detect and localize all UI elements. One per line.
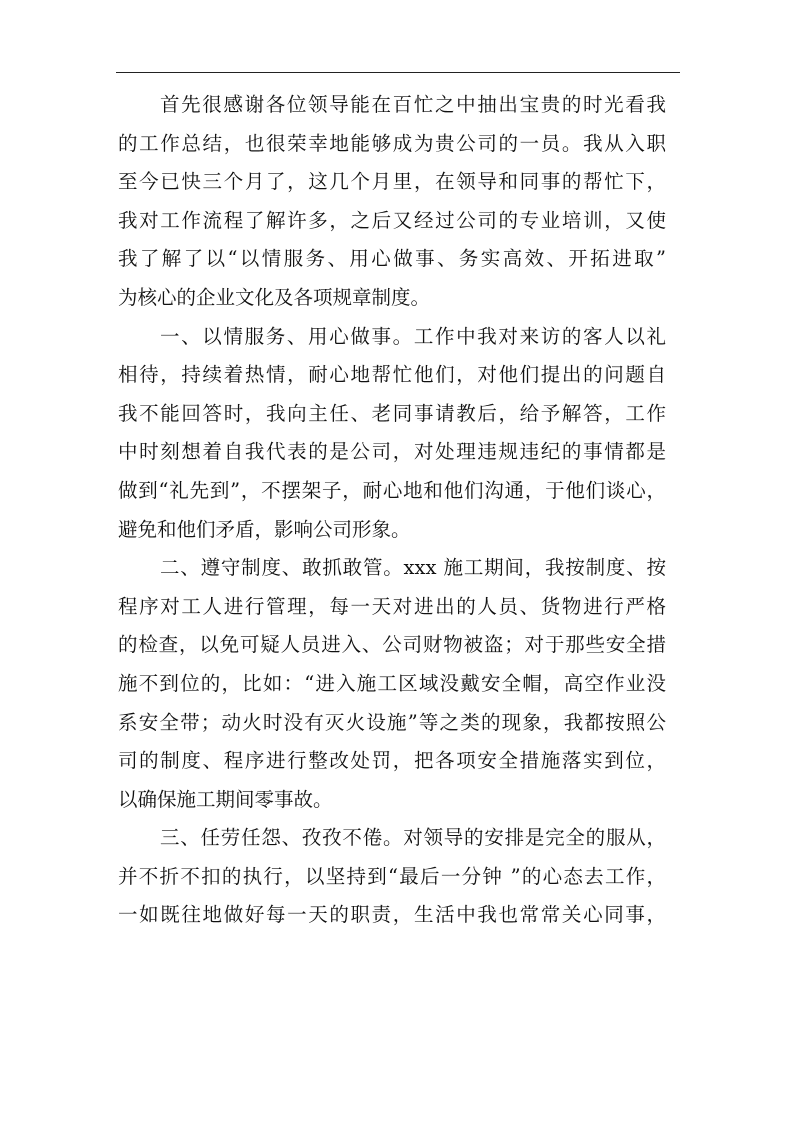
header-rule	[116, 72, 680, 73]
paragraph-3-line-4: 施不到位的，比如：“进入施工区域没戴安全帽，高空作业没	[118, 671, 666, 695]
paragraph-1-line-2: 的工作总结，也很荣幸地能够成为贵公司的一员。我从入职	[118, 131, 666, 155]
paragraph-2-line-4: 中时刻想着自我代表的是公司，对处理违规违纪的事情都是	[118, 440, 666, 464]
paragraph-3-line-5: 系安全带；动火时没有灭火设施”等之类的现象，我都按照公	[118, 710, 666, 734]
paragraph-1-line-4: 我对工作流程了解许多，之后又经过公司的专业培训，又使	[118, 208, 666, 232]
paragraph-2-line-5: 做到“礼先到”，不摆架子，耐心地和他们沟通，于他们谈心，	[118, 478, 666, 502]
paragraph-2-line-3: 我不能回答时，我向主任、老同事请教后，给予解答，工作	[118, 401, 666, 425]
paragraph-1-line-6: 为核心的企业文化及各项规章制度。	[118, 285, 431, 309]
paragraph-1-line-1: 首先很感谢各位领导能在百忙之中抽出宝贵的时光看我	[160, 93, 666, 116]
paragraph-4-line-1: 三、任劳任怨、孜孜不倦。对领导的安排是完全的服从，	[160, 826, 666, 850]
paragraph-2-line-1: 一、以情服务、用心做事。工作中我对来访的客人以礼	[160, 324, 666, 348]
document-body	[118, 86, 666, 935]
paragraph-2-line-2: 相待，持续着热情，耐心地帮忙他们，对他们提出的问题自	[118, 363, 666, 387]
paragraph-4-line-3: 一如既往地做好每一天的职责，生活中我也常常关心同事，	[118, 903, 666, 927]
paragraph-3-line-3: 的检查，以免可疑人员进入、公司财物被盗；对于那些安全措	[118, 633, 666, 657]
paragraph-4-line-2: 并不折不扣的执行，以坚持到“最后一分钟 ”的心态去工作，	[118, 864, 666, 888]
paragraph-3-line-6: 司的制度、程序进行整改处罚，把各项安全措施落实到位，	[118, 749, 666, 773]
paragraph-1-line-5: 我了解了以“以情服务、用心做事、务实高效、开拓进取”	[118, 247, 666, 271]
paragraph-3-line-1: 二、遵守制度、敢抓敢管。xxx 施工期间，我按制度、按	[160, 556, 666, 580]
paragraph-2-line-6: 避免和他们矛盾，影响公司形象。	[118, 517, 411, 541]
paragraph-1-line-3: 至今已快三个月了，这几个月里，在领导和同事的帮忙下，	[118, 170, 666, 194]
paragraph-3-line-7: 以确保施工期间零事故。	[118, 787, 333, 811]
paragraph-3-line-2: 程序对工人进行管理，每一天对进出的人员、货物进行严格	[118, 594, 666, 618]
